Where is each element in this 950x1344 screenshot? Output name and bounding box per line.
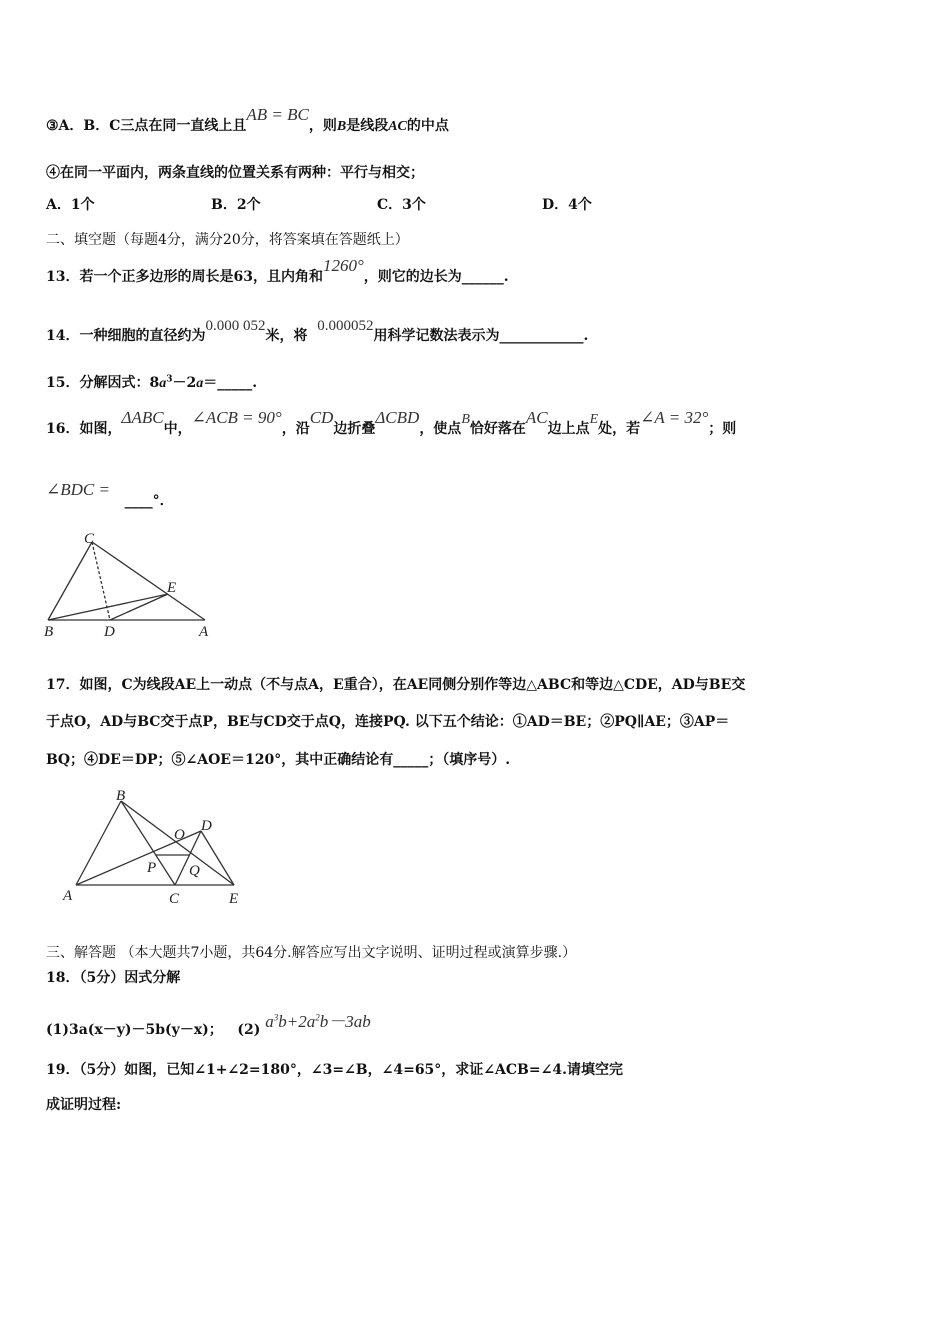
question-17-line-2: 于点O，AD与BC交于点P，BE与CD交于点Q，连接PQ. 以下五个结论：①AD＝BE；②PQ∥AE；③AP＝ bbox=[46, 714, 730, 730]
q12-option-d: D．4个 bbox=[542, 197, 592, 213]
question-19-line-1: 19．（5分）如图，已知∠1+∠2=180°，∠3=∠B，∠4=65°，求证∠ACB=∠4.请填空完 bbox=[46, 1062, 623, 1078]
question-16-answer-line: ∠BDC = ____°． bbox=[46, 480, 174, 509]
q12-option-c: C．3个 bbox=[377, 197, 426, 213]
segment-ca bbox=[92, 542, 205, 620]
label-o: O bbox=[174, 827, 185, 843]
question-15: 15．分解因式：$8a^3-2a=\_\_\_\_\_$. bbox=[46, 374, 258, 391]
question-16: 16．如图，ΔABC中，∠ACB = 90°，沿CD边折叠ΔCBD，使点B恰好落在AC边上点E处，若∠A = 32°；则 bbox=[46, 408, 737, 437]
question-17-line-3: BQ；④DE＝DP；⑤∠AOE＝120°，其中正确结论有_____；（填序号）. bbox=[46, 752, 511, 768]
label-p: P bbox=[147, 860, 157, 876]
math-factor-expression: $a^3b+2a^2b-3ab$ bbox=[265, 1012, 371, 1031]
question-18-parts: (1)3a(x－y)－5b(y－x)； (2) $a^3b+2a^2b-3ab$ bbox=[46, 1012, 371, 1038]
segment-bc bbox=[48, 542, 92, 620]
label-q: Q bbox=[189, 863, 200, 879]
question-18-heading: 18．（5分）因式分解 bbox=[46, 970, 181, 986]
label-b: B bbox=[116, 788, 126, 804]
question-14: 14．一种细胞的直径约为0.000 052米，将 0.000052用科学记数法表示为____________. bbox=[46, 318, 589, 344]
segment-be bbox=[121, 801, 234, 885]
segment-be bbox=[48, 594, 168, 620]
label-e: E bbox=[167, 580, 177, 596]
label-a: A bbox=[199, 624, 209, 640]
q12-option-b: B．2个 bbox=[211, 197, 261, 213]
section-2-heading: 二、填空题（每题4分，满分20分，将答案填在答题纸上） bbox=[46, 232, 409, 248]
q12-statement-4: ④在同一平面内，两条直线的位置关系有两种：平行与相交； bbox=[46, 165, 424, 181]
label-e: E bbox=[229, 891, 239, 907]
segment-de bbox=[201, 831, 234, 885]
segment-de bbox=[110, 594, 168, 620]
label-c: C bbox=[169, 891, 180, 907]
section-3-heading: 三、解答题 （本大题共7小题，共64分.解答应写出文字说明、证明过程或演算步骤.） bbox=[46, 945, 577, 961]
q16-triangle-figure bbox=[40, 530, 225, 645]
label-b: B bbox=[44, 624, 54, 640]
label-d: D bbox=[201, 818, 212, 834]
label-a: A bbox=[63, 888, 73, 904]
math-cell-diameter: 0.000 052 bbox=[205, 318, 266, 334]
q12-option-a: A．1个 bbox=[46, 197, 95, 213]
question-17-line-1: 17．如图，C为线段AE上一动点（不与点A，E重合），在AE同侧分别作等边△ABC和等边△CDE，AD与BE交 bbox=[46, 677, 746, 693]
q17-equilateral-figure bbox=[58, 785, 253, 910]
segment-ab bbox=[76, 801, 121, 885]
math-ab-eq-bc: AB = BC bbox=[246, 105, 309, 124]
math-angle-bdc: ∠BDC = bbox=[46, 480, 110, 499]
math-cell-diameter-2: 0.000052 bbox=[317, 318, 374, 334]
label-c: C bbox=[84, 531, 95, 547]
question-19-line-2: 成证明过程: bbox=[46, 1097, 122, 1113]
question-13: 13．若一个正多边形的周长是63，且内角和1260°，则它的边长为______. bbox=[46, 256, 509, 285]
math-1260-degrees: 1260° bbox=[322, 256, 364, 275]
label-d: D bbox=[104, 624, 115, 640]
q12-statement-3: ③A．B．C三点在同一直线上且AB = BC，则B是线段AC的中点 bbox=[46, 105, 449, 134]
